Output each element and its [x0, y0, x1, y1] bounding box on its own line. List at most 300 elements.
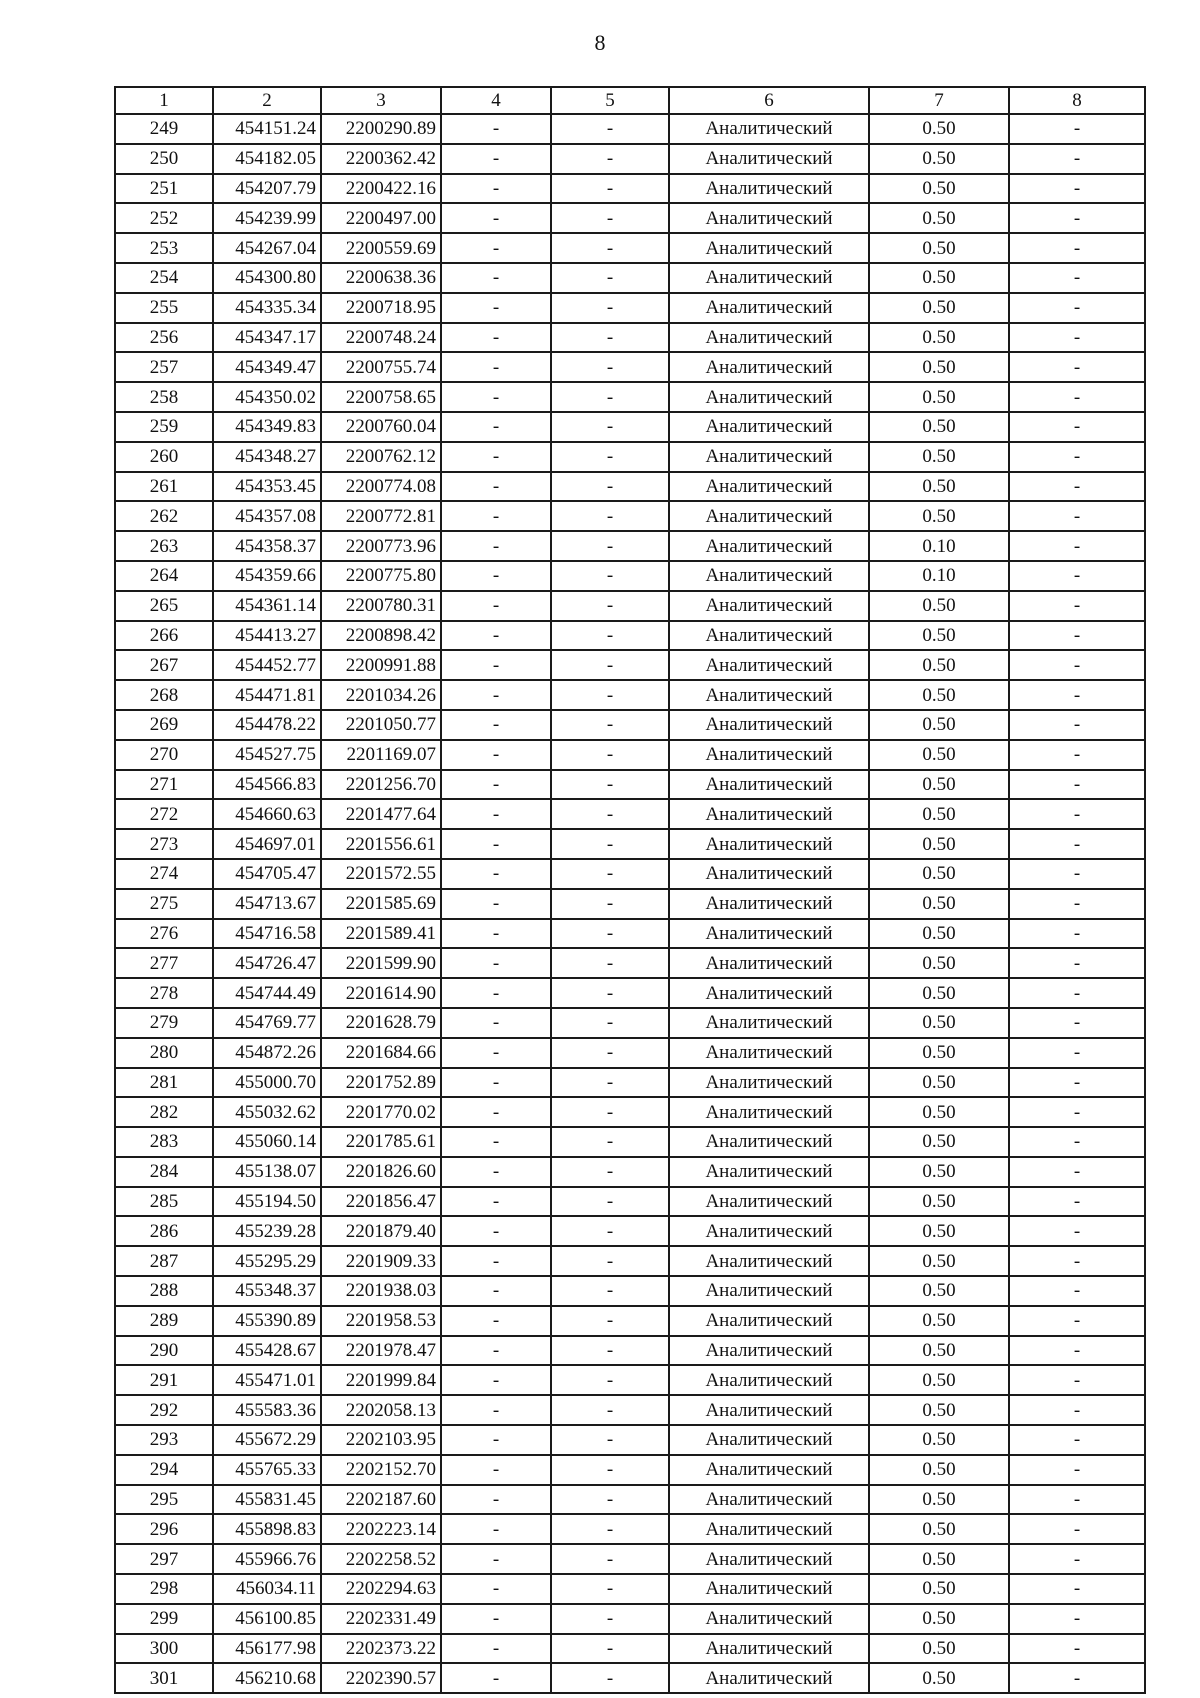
table-cell-col-4: - [441, 501, 551, 531]
table-cell-col-3: 2201628.79 [321, 1008, 441, 1038]
table-cell-col-7: 0.50 [869, 978, 1009, 1008]
table-cell-col-8: - [1009, 1306, 1145, 1336]
table-cell-col-2: 455471.01 [213, 1365, 321, 1395]
table-cell-col-3: 2200559.69 [321, 233, 441, 263]
table-cell-col-5: - [551, 1276, 669, 1306]
table-cell-col-7: 0.50 [869, 1216, 1009, 1246]
table-row [115, 650, 1145, 680]
table-cell-col-6: Аналитический [669, 1485, 869, 1515]
table-cell-col-5: - [551, 1187, 669, 1217]
table-cell-col-8: - [1009, 1157, 1145, 1187]
header-cell-6: 6 [669, 87, 869, 114]
table-cell-col-7: 0.50 [869, 293, 1009, 323]
table-cell-col-7: 0.50 [869, 1336, 1009, 1366]
table-cell-col-2: 454300.80 [213, 263, 321, 293]
table-cell-col-4: - [441, 1157, 551, 1187]
table-cell-col-4: - [441, 1038, 551, 1068]
table-cell-col-4: - [441, 1246, 551, 1276]
table-cell-col-3: 2200991.88 [321, 650, 441, 680]
table-cell-col-4: - [441, 1187, 551, 1217]
table-cell-col-4: - [441, 1068, 551, 1098]
table-cell-col-7: 0.50 [869, 1544, 1009, 1574]
table-cell-col-3: 2201752.89 [321, 1068, 441, 1098]
table-row [115, 233, 1145, 263]
table-cell-col-2: 454151.24 [213, 114, 321, 144]
table-cell-col-4: - [441, 799, 551, 829]
table-header [115, 87, 1145, 114]
table-row [115, 1008, 1145, 1038]
table-cell-col-7: 0.50 [869, 740, 1009, 770]
table-cell-col-1: 279 [115, 1008, 213, 1038]
table-cell-col-6: Аналитический [669, 889, 869, 919]
table-cell-col-3: 2200755.74 [321, 352, 441, 382]
table-cell-col-5: - [551, 352, 669, 382]
table-cell-col-7: 0.50 [869, 1306, 1009, 1336]
table-cell-col-5: - [551, 978, 669, 1008]
table-row [115, 1127, 1145, 1157]
table-cell-col-2: 454347.17 [213, 323, 321, 353]
table-cell-col-8: - [1009, 1425, 1145, 1455]
table-cell-col-5: - [551, 561, 669, 591]
table-cell-col-1: 268 [115, 680, 213, 710]
table-cell-col-1: 253 [115, 233, 213, 263]
table-cell-col-1: 278 [115, 978, 213, 1008]
table-row [115, 1634, 1145, 1664]
table-cell-col-6: Аналитический [669, 1604, 869, 1634]
table-cell-col-6: Аналитический [669, 1574, 869, 1604]
table-cell-col-2: 455138.07 [213, 1157, 321, 1187]
table-cell-col-8: - [1009, 263, 1145, 293]
table-cell-col-6: Аналитический [669, 352, 869, 382]
table-cell-col-1: 277 [115, 948, 213, 978]
table-cell-col-6: Аналитический [669, 174, 869, 204]
table-cell-col-4: - [441, 710, 551, 740]
table-cell-col-1: 288 [115, 1276, 213, 1306]
table-cell-col-4: - [441, 1544, 551, 1574]
table-cell-col-1: 282 [115, 1097, 213, 1127]
table-cell-col-7: 0.50 [869, 1634, 1009, 1664]
table-cell-col-3: 2201477.64 [321, 799, 441, 829]
table-row [115, 203, 1145, 233]
table-cell-col-2: 454350.02 [213, 382, 321, 412]
table-cell-col-2: 455348.37 [213, 1276, 321, 1306]
table-cell-col-8: - [1009, 144, 1145, 174]
table-cell-col-5: - [551, 1157, 669, 1187]
table-cell-col-7: 0.50 [869, 203, 1009, 233]
table-cell-col-1: 258 [115, 382, 213, 412]
table-row [115, 1544, 1145, 1574]
table-cell-col-3: 2200758.65 [321, 382, 441, 412]
table-cell-col-5: - [551, 1544, 669, 1574]
table-row [115, 1038, 1145, 1068]
table-cell-col-6: Аналитический [669, 114, 869, 144]
table-cell-col-2: 454726.47 [213, 948, 321, 978]
table-cell-col-3: 2200760.04 [321, 412, 441, 442]
table-cell-col-2: 454769.77 [213, 1008, 321, 1038]
table-cell-col-4: - [441, 591, 551, 621]
table-cell-col-4: - [441, 1455, 551, 1485]
table-row [115, 1336, 1145, 1366]
table-cell-col-3: 2201826.60 [321, 1157, 441, 1187]
table-cell-col-6: Аналитический [669, 442, 869, 472]
table-cell-col-5: - [551, 1336, 669, 1366]
table-cell-col-5: - [551, 1663, 669, 1693]
table-cell-col-8: - [1009, 978, 1145, 1008]
table-cell-col-1: 280 [115, 1038, 213, 1068]
table-cell-col-7: 0.50 [869, 323, 1009, 353]
table-cell-col-6: Аналитический [669, 621, 869, 651]
table-cell-col-3: 2200362.42 [321, 144, 441, 174]
table-row [115, 1395, 1145, 1425]
table-cell-col-3: 2202331.49 [321, 1604, 441, 1634]
table-cell-col-1: 255 [115, 293, 213, 323]
table-cell-col-1: 267 [115, 650, 213, 680]
table-cell-col-7: 0.50 [869, 1097, 1009, 1127]
table-cell-col-3: 2201572.55 [321, 859, 441, 889]
table-cell-col-3: 2201599.90 [321, 948, 441, 978]
table-cell-col-8: - [1009, 1068, 1145, 1098]
table-cell-col-1: 266 [115, 621, 213, 651]
table-cell-col-6: Аналитический [669, 1306, 869, 1336]
table-cell-col-8: - [1009, 1216, 1145, 1246]
table-cell-col-3: 2201684.66 [321, 1038, 441, 1068]
table-cell-col-4: - [441, 680, 551, 710]
table-row [115, 323, 1145, 353]
table-cell-col-2: 454716.58 [213, 919, 321, 949]
table-cell-col-7: 0.10 [869, 531, 1009, 561]
table-cell-col-3: 2201585.69 [321, 889, 441, 919]
table-cell-col-6: Аналитический [669, 472, 869, 502]
table-cell-col-6: Аналитический [669, 948, 869, 978]
table-row [115, 382, 1145, 412]
table-cell-col-8: - [1009, 1336, 1145, 1366]
table-cell-col-8: - [1009, 799, 1145, 829]
table-cell-col-5: - [551, 114, 669, 144]
table-cell-col-4: - [441, 1425, 551, 1455]
table-cell-col-5: - [551, 1574, 669, 1604]
table-cell-col-6: Аналитический [669, 1663, 869, 1693]
table-cell-col-7: 0.50 [869, 889, 1009, 919]
table-row [115, 859, 1145, 889]
table-cell-col-8: - [1009, 382, 1145, 412]
table-cell-col-8: - [1009, 770, 1145, 800]
table-cell-col-5: - [551, 919, 669, 949]
table-cell-col-4: - [441, 1514, 551, 1544]
table-cell-col-6: Аналитический [669, 1068, 869, 1098]
table-cell-col-4: - [441, 1604, 551, 1634]
table-cell-col-7: 0.50 [869, 1008, 1009, 1038]
table-cell-col-6: Аналитический [669, 1216, 869, 1246]
table-cell-col-4: - [441, 442, 551, 472]
table-cell-col-7: 0.50 [869, 919, 1009, 949]
table-cell-col-2: 455060.14 [213, 1127, 321, 1157]
table-cell-col-5: - [551, 1008, 669, 1038]
table-cell-col-3: 2201879.40 [321, 1216, 441, 1246]
table-cell-col-3: 2202058.13 [321, 1395, 441, 1425]
table-cell-col-8: - [1009, 442, 1145, 472]
table-cell-col-2: 454348.27 [213, 442, 321, 472]
table-cell-col-1: 260 [115, 442, 213, 472]
table-cell-col-5: - [551, 174, 669, 204]
table-cell-col-8: - [1009, 680, 1145, 710]
table-row [115, 710, 1145, 740]
table-cell-col-3: 2202258.52 [321, 1544, 441, 1574]
table-cell-col-6: Аналитический [669, 1097, 869, 1127]
table-cell-col-4: - [441, 203, 551, 233]
table-cell-col-8: - [1009, 233, 1145, 263]
table-cell-col-1: 256 [115, 323, 213, 353]
table-cell-col-4: - [441, 144, 551, 174]
table-cell-col-2: 454713.67 [213, 889, 321, 919]
table-cell-col-3: 2201169.07 [321, 740, 441, 770]
table-cell-col-7: 0.50 [869, 1157, 1009, 1187]
table-cell-col-6: Аналитический [669, 859, 869, 889]
table-cell-col-1: 271 [115, 770, 213, 800]
table-cell-col-3: 2201958.53 [321, 1306, 441, 1336]
table-cell-col-1: 251 [115, 174, 213, 204]
table-cell-col-8: - [1009, 1395, 1145, 1425]
table-cell-col-6: Аналитический [669, 1544, 869, 1574]
table-row [115, 621, 1145, 651]
table-cell-col-3: 2200772.81 [321, 501, 441, 531]
table-cell-col-8: - [1009, 1246, 1145, 1276]
table-cell-col-1: 264 [115, 561, 213, 591]
table-cell-col-4: - [441, 1663, 551, 1693]
table-cell-col-4: - [441, 323, 551, 353]
table-cell-col-2: 455032.62 [213, 1097, 321, 1127]
table-cell-col-1: 295 [115, 1485, 213, 1515]
table-cell-col-4: - [441, 889, 551, 919]
table-cell-col-7: 0.50 [869, 829, 1009, 859]
table-cell-col-7: 0.50 [869, 1187, 1009, 1217]
table-cell-col-7: 0.50 [869, 770, 1009, 800]
table-cell-col-3: 2200748.24 [321, 323, 441, 353]
table-row [115, 591, 1145, 621]
table-row [115, 263, 1145, 293]
table-cell-col-1: 276 [115, 919, 213, 949]
table-cell-col-2: 454660.63 [213, 799, 321, 829]
header-row [115, 87, 1145, 114]
table-cell-col-3: 2202390.57 [321, 1663, 441, 1693]
table-cell-col-7: 0.50 [869, 1246, 1009, 1276]
table-cell-col-2: 454239.99 [213, 203, 321, 233]
table-row [115, 680, 1145, 710]
table-cell-col-5: - [551, 948, 669, 978]
table-cell-col-6: Аналитический [669, 144, 869, 174]
table-cell-col-8: - [1009, 1008, 1145, 1038]
table-cell-col-2: 454452.77 [213, 650, 321, 680]
table-cell-col-5: - [551, 591, 669, 621]
table-cell-col-3: 2201909.33 [321, 1246, 441, 1276]
table-row [115, 114, 1145, 144]
table-cell-col-4: - [441, 948, 551, 978]
table-cell-col-6: Аналитический [669, 829, 869, 859]
table-cell-col-8: - [1009, 1038, 1145, 1068]
table-row [115, 1574, 1145, 1604]
table-cell-col-8: - [1009, 531, 1145, 561]
table-cell-col-2: 454353.45 [213, 472, 321, 502]
table-cell-col-1: 296 [115, 1514, 213, 1544]
table-cell-col-2: 454566.83 [213, 770, 321, 800]
table-cell-col-8: - [1009, 948, 1145, 978]
table-cell-col-5: - [551, 1514, 669, 1544]
table-cell-col-2: 454471.81 [213, 680, 321, 710]
table-cell-col-6: Аналитический [669, 1365, 869, 1395]
table-row [115, 352, 1145, 382]
table-cell-col-3: 2201999.84 [321, 1365, 441, 1395]
table-cell-col-8: - [1009, 352, 1145, 382]
table-cell-col-6: Аналитический [669, 1157, 869, 1187]
table-cell-col-2: 455672.29 [213, 1425, 321, 1455]
table-cell-col-3: 2202294.63 [321, 1574, 441, 1604]
table-cell-col-3: 2201770.02 [321, 1097, 441, 1127]
table-cell-col-3: 2200422.16 [321, 174, 441, 204]
header-cell-8: 8 [1009, 87, 1145, 114]
table-cell-col-7: 0.50 [869, 1514, 1009, 1544]
coordinates-table [114, 86, 1146, 1694]
table-cell-col-8: - [1009, 1365, 1145, 1395]
table-row [115, 740, 1145, 770]
table-cell-col-7: 0.50 [869, 412, 1009, 442]
table-cell-col-7: 0.50 [869, 263, 1009, 293]
table-cell-col-4: - [441, 114, 551, 144]
table-row [115, 174, 1145, 204]
table-cell-col-8: - [1009, 859, 1145, 889]
table-cell-col-7: 0.50 [869, 1365, 1009, 1395]
table-cell-col-5: - [551, 889, 669, 919]
page-number: 8 [594, 30, 606, 55]
table-cell-col-3: 2200497.00 [321, 203, 441, 233]
table-cell-col-6: Аналитический [669, 1187, 869, 1217]
table-cell-col-6: Аналитический [669, 1276, 869, 1306]
table-cell-col-6: Аналитический [669, 561, 869, 591]
table-row [115, 293, 1145, 323]
table-cell-col-5: - [551, 442, 669, 472]
table-cell-col-1: 269 [115, 710, 213, 740]
table-cell-col-5: - [551, 859, 669, 889]
table-cell-col-4: - [441, 1634, 551, 1664]
table-cell-col-8: - [1009, 561, 1145, 591]
table-cell-col-7: 0.50 [869, 710, 1009, 740]
table-cell-col-8: - [1009, 710, 1145, 740]
table-cell-col-4: - [441, 621, 551, 651]
table-cell-col-6: Аналитический [669, 1514, 869, 1544]
table-cell-col-1: 287 [115, 1246, 213, 1276]
table-cell-col-3: 2201589.41 [321, 919, 441, 949]
table-cell-col-2: 455194.50 [213, 1187, 321, 1217]
table-row [115, 919, 1145, 949]
table-cell-col-8: - [1009, 919, 1145, 949]
table-cell-col-6: Аналитический [669, 978, 869, 1008]
table-cell-col-7: 0.50 [869, 1068, 1009, 1098]
table-cell-col-6: Аналитический [669, 919, 869, 949]
table-cell-col-2: 456210.68 [213, 1663, 321, 1693]
table-cell-col-7: 0.50 [869, 1276, 1009, 1306]
table-cell-col-2: 455428.67 [213, 1336, 321, 1366]
table-cell-col-1: 283 [115, 1127, 213, 1157]
table-cell-col-5: - [551, 203, 669, 233]
table-row [115, 1425, 1145, 1455]
table-cell-col-5: - [551, 382, 669, 412]
table-cell-col-2: 455000.70 [213, 1068, 321, 1098]
table-cell-col-4: - [441, 770, 551, 800]
table-cell-col-8: - [1009, 650, 1145, 680]
table-row [115, 978, 1145, 1008]
table-row [115, 1306, 1145, 1336]
table-cell-col-8: - [1009, 1097, 1145, 1127]
table-cell-col-1: 270 [115, 740, 213, 770]
table-row [115, 948, 1145, 978]
table-cell-col-2: 454744.49 [213, 978, 321, 1008]
table-cell-col-1: 274 [115, 859, 213, 889]
table-cell-col-3: 2200773.96 [321, 531, 441, 561]
table-row [115, 1097, 1145, 1127]
table-cell-col-4: - [441, 352, 551, 382]
table-row [115, 531, 1145, 561]
table-cell-col-5: - [551, 1425, 669, 1455]
table-cell-col-1: 297 [115, 1544, 213, 1574]
table-cell-col-8: - [1009, 1187, 1145, 1217]
table-cell-col-1: 289 [115, 1306, 213, 1336]
table-cell-col-1: 293 [115, 1425, 213, 1455]
table-cell-col-4: - [441, 1574, 551, 1604]
table-cell-col-3: 2201034.26 [321, 680, 441, 710]
table-cell-col-7: 0.50 [869, 859, 1009, 889]
table-cell-col-3: 2200780.31 [321, 591, 441, 621]
table-cell-col-4: - [441, 382, 551, 412]
table-cell-col-5: - [551, 1127, 669, 1157]
table-cell-col-3: 2200898.42 [321, 621, 441, 651]
table-cell-col-6: Аналитический [669, 293, 869, 323]
table-cell-col-5: - [551, 799, 669, 829]
table-cell-col-6: Аналитический [669, 1127, 869, 1157]
table-cell-col-3: 2201614.90 [321, 978, 441, 1008]
table-cell-col-2: 454527.75 [213, 740, 321, 770]
table-cell-col-4: - [441, 1008, 551, 1038]
table-row [115, 1276, 1145, 1306]
table-row [115, 1455, 1145, 1485]
table-cell-col-1: 275 [115, 889, 213, 919]
table-cell-col-6: Аналитический [669, 263, 869, 293]
table-cell-col-3: 2201256.70 [321, 770, 441, 800]
table-cell-col-7: 0.50 [869, 948, 1009, 978]
table-cell-col-7: 0.50 [869, 174, 1009, 204]
table-cell-col-5: - [551, 233, 669, 263]
table-cell-col-8: - [1009, 293, 1145, 323]
table-cell-col-1: 272 [115, 799, 213, 829]
table-cell-col-8: - [1009, 114, 1145, 144]
table-cell-col-2: 455898.83 [213, 1514, 321, 1544]
table-cell-col-6: Аналитический [669, 1395, 869, 1425]
table-row [115, 829, 1145, 859]
table-cell-col-2: 455295.29 [213, 1246, 321, 1276]
table-cell-col-2: 456177.98 [213, 1634, 321, 1664]
table-cell-col-4: - [441, 531, 551, 561]
table-cell-col-6: Аналитический [669, 740, 869, 770]
table-cell-col-3: 2201856.47 [321, 1187, 441, 1217]
table-cell-col-8: - [1009, 1634, 1145, 1664]
table-cell-col-6: Аналитический [669, 382, 869, 412]
header-cell-5: 5 [551, 87, 669, 114]
table-cell-col-4: - [441, 1336, 551, 1366]
table-cell-col-8: - [1009, 829, 1145, 859]
table-cell-col-4: - [441, 472, 551, 502]
table-row [115, 412, 1145, 442]
table-cell-col-1: 261 [115, 472, 213, 502]
table-cell-col-5: - [551, 770, 669, 800]
table-cell-col-1: 265 [115, 591, 213, 621]
table-row [115, 144, 1145, 174]
